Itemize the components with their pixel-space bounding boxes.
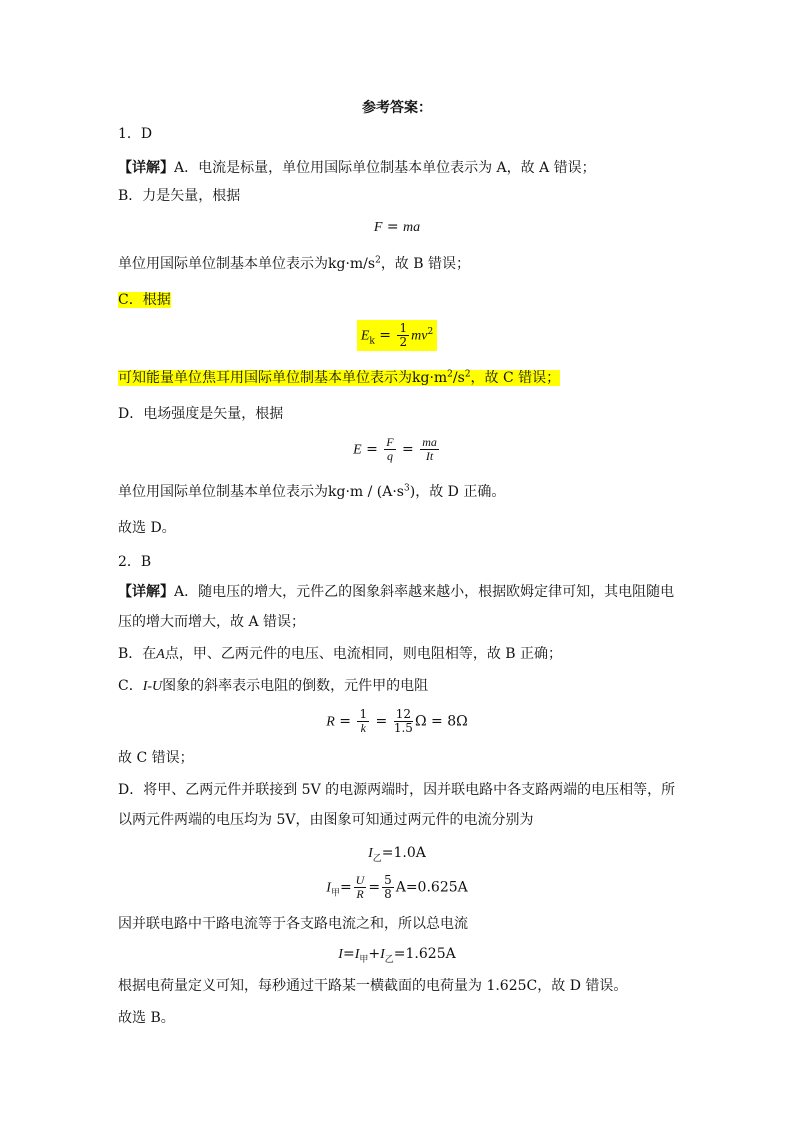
eq-R: R [326, 714, 335, 730]
q2-conclusion: 故选 B。 [118, 1010, 175, 1026]
frac-num: 1 [399, 321, 408, 335]
q1-option-d: D．电场强度是矢量，根据 [118, 406, 284, 422]
q2-detail-tag: 【详解】 [118, 584, 174, 600]
frac-num: 1 [359, 707, 368, 721]
eq-tail: Ω = 8Ω [415, 713, 468, 730]
eq-sub-yi: 乙 [372, 853, 382, 864]
q1-c-unit-line [118, 368, 560, 388]
eq-ma: ma [403, 220, 421, 235]
q2-eq-ij [0, 874, 794, 901]
eq-k-sub: k [369, 336, 375, 347]
frac-den: It [425, 449, 434, 463]
q2-d-line4: 根据电荷量定义可知，每秒通过干路某一横截面的电荷量为 1.625C，故 D 错误。 [118, 978, 628, 994]
q1-c-text: C．根据 [118, 292, 171, 308]
eq-mv: mv [411, 328, 428, 344]
eq-sub-jia: 甲 [330, 888, 340, 899]
frac-den: 2 [399, 335, 408, 349]
q1-conclusion: 故选 D。 [118, 520, 176, 536]
eq-E: E [353, 442, 362, 458]
eq-rest: A=0.625A [395, 879, 468, 896]
q1-d-unit-exp: 3 [404, 483, 410, 494]
eq-sub-yi: 乙 [384, 954, 394, 965]
eq-I: I [338, 947, 343, 962]
q1-c-unit-highlight [118, 370, 560, 386]
frac-num: U [355, 873, 365, 887]
q1-c-exp1: 2 [447, 369, 453, 380]
q1-c-unit1: kg·m [412, 370, 448, 386]
eq-rest: =1.0A [381, 845, 426, 861]
eq-fraction-12 [394, 708, 413, 735]
q1-eq-fma [0, 217, 794, 238]
q1-eq-e [0, 436, 794, 463]
q1-eq-ek [0, 320, 794, 351]
q1-d-unit-line [118, 482, 505, 502]
q1-b-unit-line [118, 254, 470, 274]
q2-c-post: 图象的斜率表示电阻的倒数，元件甲的电阻 [162, 678, 429, 694]
q2-eq-iz [0, 843, 794, 864]
q1-b-unit-exp: 2 [375, 255, 381, 266]
eq-fraction-fq [384, 436, 395, 463]
q2-option-d-line1: D．将甲、乙两元件并联接到 5V 的电源两端时，因并联电路中各支路两端的电压相等，所 [118, 782, 676, 798]
eq-equals: = [334, 713, 356, 730]
eq-I2: I [380, 947, 385, 962]
eq-I1: I [354, 947, 360, 962]
q1-d-unit: kg·m / (A·s [328, 484, 404, 500]
q1-b-unit-pre: 单位用国际单位制基本单位表示为 [118, 256, 328, 272]
q1-d-unit-post: ，故 D 正确。 [415, 484, 506, 500]
q1-a-text: A．电流是标量，单位用国际单位制基本单位表示为 A，故 A 错误； [174, 160, 596, 176]
eq-equals: = [397, 441, 419, 458]
q2-eq-total [0, 944, 794, 965]
q2-d-line3: 因并联电路中干路电流等于各支路电流之和，所以总电流 [118, 916, 468, 932]
page-title: 参考答案： [362, 100, 432, 116]
q1-detail-tag: 【详解】 [118, 160, 174, 176]
q1-option-a [118, 158, 596, 178]
eq-equals: = [371, 713, 392, 730]
frac-num: ma [422, 435, 437, 449]
q2-c-iu: I-U [142, 679, 163, 694]
frac-den: R [356, 887, 364, 901]
q2-eq-r [0, 708, 794, 735]
eq-fraction-mait [420, 436, 439, 463]
frac-num: 12 [395, 707, 411, 721]
q2-option-c [118, 676, 428, 697]
eq-exp: 2 [427, 326, 434, 337]
frac-den: q [386, 449, 393, 463]
eq-half-fraction [397, 322, 409, 349]
q1-c-unit2: /s [452, 370, 465, 386]
eq-sub-jia: 甲 [359, 954, 369, 965]
q2-answer: 2．B [118, 554, 152, 570]
eq-I: I [326, 880, 331, 896]
frac-den: 1.5 [393, 721, 413, 735]
q1-c-unit-pre: 可知能量单位焦耳用国际单位制基本单位表示为 [118, 370, 412, 386]
eq-equals: = [382, 219, 404, 235]
eq-fraction-1k [357, 708, 369, 735]
eq-rest: =1.625A [393, 946, 456, 962]
q1-option-b: B．力是矢量，根据 [118, 188, 241, 204]
q2-c-conclusion: 故 C 错误； [118, 750, 194, 766]
q2-option-d-line2: 以两元件两端的电压均为 5V，由图象可知通过两元件的电流分别为 [118, 812, 534, 828]
q2-b-point: A [156, 647, 165, 662]
q1-b-unit: kg·m/s [328, 256, 376, 272]
eq-plus: + [368, 946, 381, 962]
q2-b-pre: B．在 [118, 646, 157, 662]
eq-E: E [360, 328, 370, 344]
q1-answer: 1．D [118, 126, 153, 142]
q1-b-unit-post: ，故 B 错误； [380, 256, 471, 272]
q2-a-line1: A．随电压的增大，元件乙的图象斜率越来越小，根据欧姆定律可知，其电阻随电 [174, 584, 675, 600]
q2-c-pre: C． [118, 678, 143, 694]
q1-eq-ek-box [357, 320, 437, 351]
q1-d-unit-pre: 单位用国际单位制基本单位表示为 [118, 484, 328, 500]
eq-equals: = [368, 879, 381, 896]
q2-option-b [118, 644, 562, 665]
q1-c-unit-post: ，故 C 错误； [470, 370, 561, 386]
q2-option-a-line2: 压的增大而增大，故 A 错误； [118, 614, 306, 630]
q2-b-post: 点，甲、乙两元件的电压、电流相同，则电阻相等，故 B 正确； [164, 646, 563, 662]
frac-num: F [386, 435, 394, 449]
frac-den: k [360, 721, 366, 735]
eq-F: F [373, 220, 383, 235]
frac-num: 5 [384, 873, 392, 887]
eq-equals: = [342, 946, 355, 962]
q1-c-exp2: 2 [464, 369, 471, 380]
eq-fraction-ur [354, 874, 367, 901]
eq-fraction-58 [382, 874, 394, 901]
eq-equals: = [374, 327, 396, 344]
q2-option-a-line1 [118, 582, 674, 602]
eq-I: I [368, 846, 373, 861]
eq-equals: = [339, 879, 352, 896]
q1-option-c [118, 290, 171, 310]
eq-equals: = [361, 441, 383, 458]
frac-den: 8 [384, 887, 392, 901]
q1-d-unit-close: ) [409, 484, 416, 500]
